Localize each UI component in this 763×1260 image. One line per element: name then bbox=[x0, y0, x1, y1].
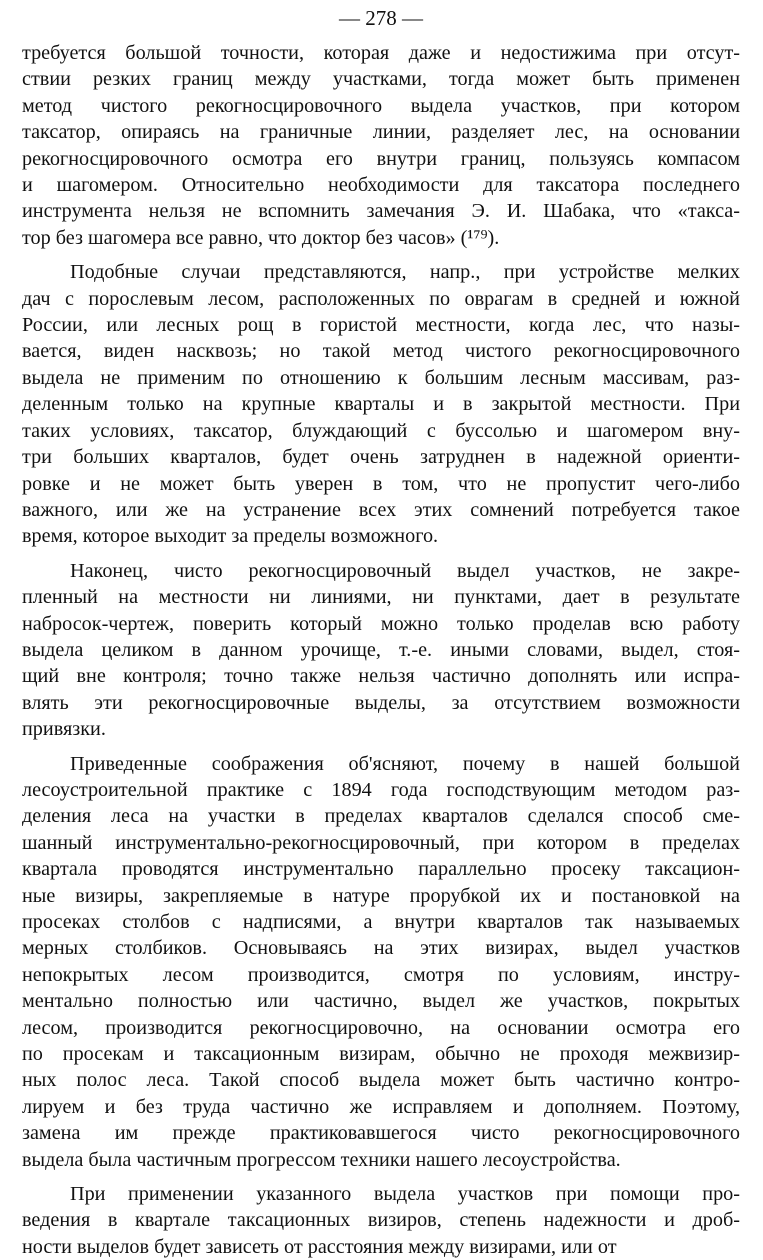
text-line: непокрытых лесом производится, смотря по условиям, инстру- bbox=[22, 963, 740, 986]
text-line: вается, виден насквозь; но такой метод чистого рекогносцировочного bbox=[22, 340, 740, 363]
paragraph bbox=[22, 259, 740, 549]
text-line: ментально полностью или частично, выдел же участков, покрытых bbox=[22, 990, 740, 1013]
text-line: шанный инструментально-рекогносцировочный, при котором в пределах bbox=[22, 831, 740, 854]
text-line: замена им прежде практиковавшегося чисто рекогносцировочного bbox=[22, 1122, 740, 1145]
text-line: требуется большой точности, которая даже и недостижима при отсут- bbox=[22, 42, 740, 64]
text-line: лируем и без труда частично же исправляем и дополняем. Поэтому, bbox=[22, 1095, 740, 1118]
text-line: три больших кварталов, будет очень затруднен в надежной ориенти- bbox=[22, 446, 740, 469]
text-line: дач с порослевым лесом, расположенных по оврагам в средней и южной bbox=[22, 287, 740, 310]
text-line: рекогносцировочного осмотра его внутри границ, пользуясь компасом bbox=[22, 147, 740, 170]
paragraph bbox=[22, 751, 740, 1174]
text-line: просеках столбов с надписями, а внутри кварталов так называемых bbox=[22, 911, 740, 933]
text-line: ровке и не может быть уверен в том, что не пропустит чего-либо bbox=[22, 472, 740, 495]
text-line: влять эти рекогносцировочные выделы, за отсутствием возможности bbox=[22, 691, 740, 714]
text-line: пленный на местности ни линиями, ни пунктами, дает в результате bbox=[22, 586, 740, 609]
text-line: Подобные случаи представляются, напр., при устройстве мелких bbox=[70, 261, 740, 284]
text-line: таксатор, опираясь на граничные линии, разделяет лес, на основании bbox=[22, 121, 740, 144]
text-line: щий вне контроля; точно также нельзя частично дополнять или испра- bbox=[22, 665, 740, 688]
text-line: России, или лесных рощ в гористой местности, когда лес, что назы- bbox=[22, 314, 740, 337]
text-line: лесоустроительной практике с 1894 года господствующим методом раз- bbox=[22, 778, 740, 801]
paragraph bbox=[22, 1181, 740, 1260]
text-line: лесом, производится рекогносцировочно, на основании осмотра его bbox=[22, 1016, 740, 1039]
text-line: Наконец, чисто рекогносцировочный выдел участков, не закре- bbox=[70, 559, 740, 582]
text-line: тор без шагомера все равно, что доктор без часов» (¹⁷⁹). bbox=[22, 226, 500, 249]
text-line: время, которое выходит за пределы возможного. bbox=[22, 525, 439, 548]
text-line: по просекам и таксационным визирам, обычно не проходя межвизир- bbox=[22, 1043, 740, 1066]
text-line: важного, или же на устранение всех этих сомнений потребуется такое bbox=[22, 498, 740, 521]
text-line: и шагомером. Относительно необходимости для таксатора последнего bbox=[22, 174, 740, 197]
text-line: ных полос леса. Такой способ выдела может быть частично контро- bbox=[22, 1069, 740, 1092]
text-line: выдела не применим по отношению к большим лесным массивам, раз- bbox=[22, 366, 740, 389]
book-page bbox=[22, 4, 740, 1260]
text-line: привязки. bbox=[22, 718, 106, 741]
paragraph bbox=[22, 40, 740, 251]
text-body bbox=[22, 40, 740, 1260]
text-line: деления леса на участки в пределах кварталов сделался способ сме- bbox=[22, 805, 740, 828]
text-line: инструмента нельзя не вспомнить замечания Э. И. Шабака, что «такса- bbox=[22, 200, 740, 223]
text-line: метод чистого рекогносцировочного выдела участков, при котором bbox=[22, 94, 740, 117]
page-number: — 278 — bbox=[339, 6, 423, 30]
text-line: квартала проводятся инструментально параллельно просеку таксацион- bbox=[22, 858, 740, 881]
text-line: мерных столбиков. Основываясь на этих визирах, выдел участков bbox=[22, 937, 740, 960]
text-line: Приведенные соображения об'ясняют, почему в нашей большой bbox=[70, 752, 740, 775]
text-line: таких условиях, таксатор, блуждающий с буссолью и шагомером вну- bbox=[22, 419, 740, 442]
text-line: ведения в квартале таксационных визиров, степень надежности и дроб- bbox=[22, 1209, 740, 1232]
text-line: деленным только на крупные кварталы и в закрытой местности. При bbox=[22, 393, 740, 416]
text-line: набросок-чертеж, поверить который можно только проделав всю работу bbox=[22, 612, 740, 635]
text-line: ствии резких границ между участками, тогда может быть применен bbox=[22, 68, 740, 91]
text-line: выдела целиком в данном урочище, т.-е. иными словами, выдел, стоя- bbox=[22, 638, 740, 661]
text-line: выдела была частичным прогрессом техники нашего лесоустройства. bbox=[22, 1148, 621, 1171]
paragraph bbox=[22, 558, 740, 743]
text-line: При применении указанного выдела участков при помощи про- bbox=[70, 1183, 740, 1206]
text-line: ные визиры, закрепляемые в натуре прорубкой их и постановкой на bbox=[22, 884, 740, 907]
text-line: ности выделов будет зависеть от расстояния между визирами, или от bbox=[22, 1235, 617, 1258]
